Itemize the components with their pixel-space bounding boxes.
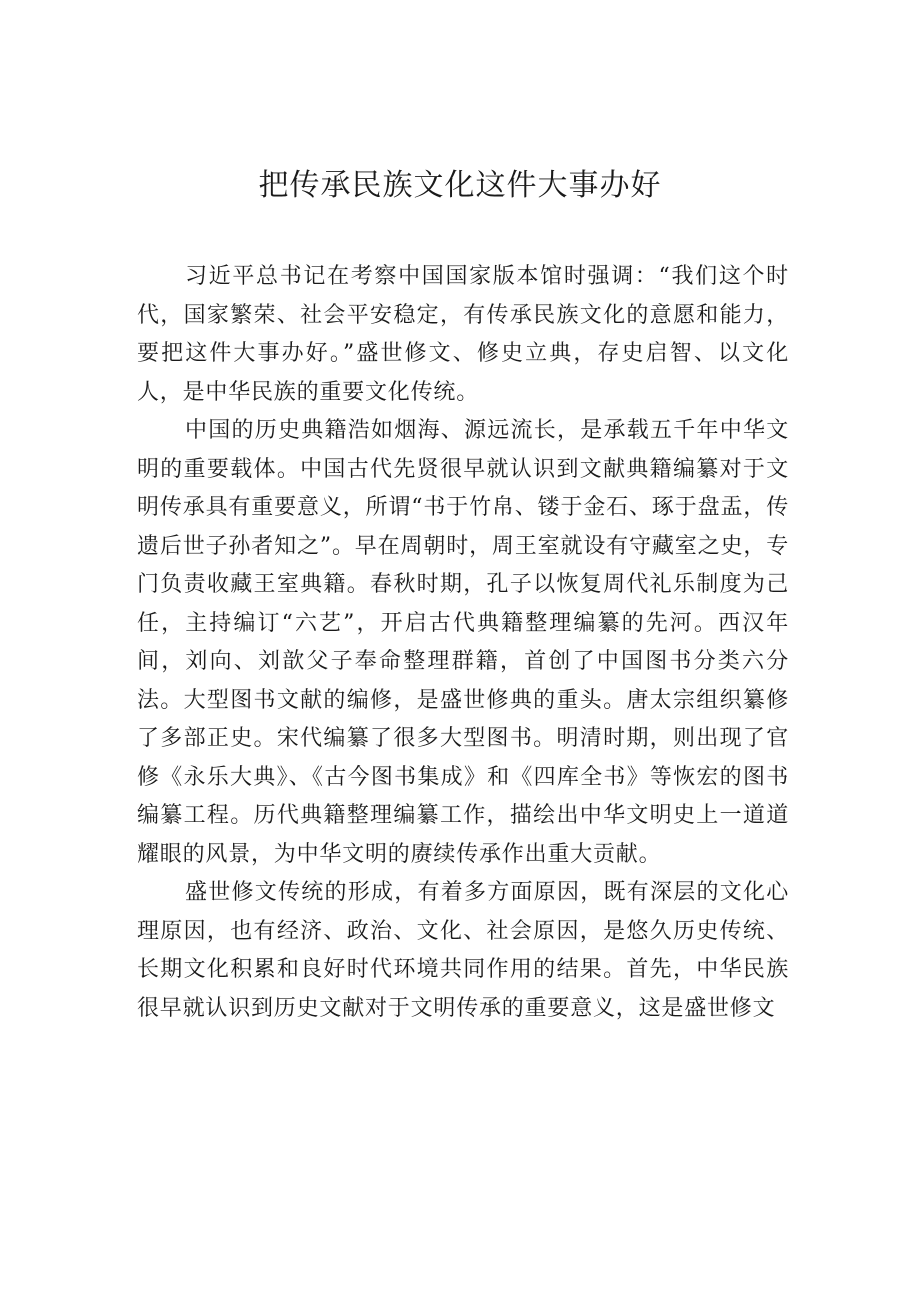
paragraph-1: 习近平总书记在考察中国国家版本馆时强调：“我们这个时代，国家繁荣、社会平安稳定，有传承民族文化的意愿和能力，要把这件大事办好。”盛世修文、修史立典，存史启智、以文化人，是中华民族的重要文化传统。	[137, 264, 789, 405]
paragraph-3: 盛世修文传统的形成，有着多方面原因，既有深层的文化心理原因，也有经济、政治、文化、社会原因，是悠久历史传统、长期文化积累和良好时代环境共同作用的结果。首先，中华民族很早就认识到历史文献对于文明传承的重要意义，这是盛世修文	[137, 880, 789, 1021]
paragraph-2: 中国的历史典籍浩如烟海、源远流长，是承载五千年中华文明的重要载体。中国古代先贤很早就认识到文献典籍编纂对于文明传承具有重要意义，所谓“书于竹帛、镂于金石、琢于盘盂，传遗后世子孙者知之”。早在周朝时，周王室就设有守藏室之史，专门负责收藏王室典籍。春秋时期，孔子以恢复周代礼乐制度为己任，主持编订“六艺”，开启古代典籍整理编纂的先河。西汉年间，刘向、刘歆父子奉命整理群籍，首创了中国图书分类六分法。大型图书文献的编修，是盛世修典的重头。唐太宗组织纂修了多部正史。宋代编纂了很多大型图书。明清时期，则出现了官修《永乐大典》、《古今图书集成》和《四库全书》等恢宏的图书编纂工程。历代典籍整理编纂工作，描绘出中华文明史上一道道耀眼的风景，为中华文明的赓续传承作出重大贡献。	[137, 418, 789, 867]
document-body	[137, 258, 789, 1028]
document-title: 把传承民族文化这件大事办好	[258, 168, 662, 203]
